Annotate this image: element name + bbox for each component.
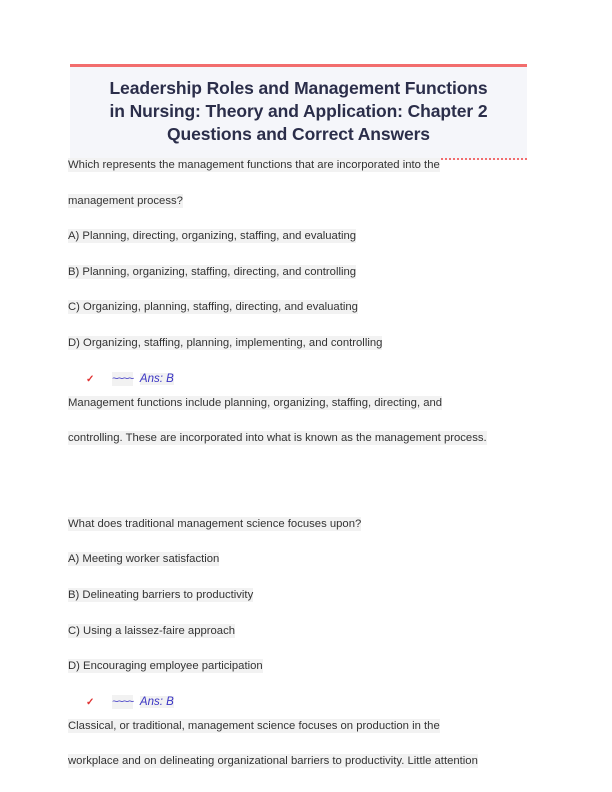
option-a[interactable] — [68, 229, 568, 265]
option-c[interactable] — [68, 300, 568, 336]
document-title-banner — [70, 64, 527, 160]
answer-line — [68, 372, 568, 396]
option-label: A) Planning, directing, organizing, staffing, and evaluating — [68, 230, 357, 243]
answer-label: Ans: B — [139, 372, 174, 385]
page-title — [74, 77, 523, 146]
question-stem-text: What does traditional management science focuses upon? — [68, 517, 362, 530]
explanation-line — [68, 754, 568, 790]
check-icon: ✓ — [86, 373, 95, 385]
check-icon: ✓ — [86, 696, 95, 708]
option-d[interactable] — [68, 336, 568, 372]
question-stem-line — [68, 517, 568, 553]
explanation-text: Classical, or traditional, management science focuses on production in the — [68, 719, 440, 732]
question-stem-line — [68, 194, 568, 230]
option-label: D) Encouraging employee participation — [68, 660, 263, 673]
question-block-2 — [68, 517, 568, 790]
title-line-2: in Nursing: Theory and Application: Chapter 2 — [109, 101, 488, 121]
option-label: A) Meeting worker satisfaction — [68, 553, 220, 566]
option-label: D) Organizing, staffing, planning, implementing, and controlling — [68, 336, 383, 349]
option-b[interactable] — [68, 265, 568, 301]
option-b[interactable] — [68, 588, 568, 624]
explanation-text: controlling. These are incorporated into what is known as the management process. — [68, 432, 487, 445]
question-stem-text: Which represents the management functions that are incorporated into the — [68, 159, 440, 171]
squiggle-marker: ~~~~ — [112, 695, 133, 708]
answer-line — [68, 695, 568, 719]
explanation-line — [68, 719, 568, 755]
title-line-1: Leadership Roles and Management Functions — [109, 78, 488, 98]
option-label: C) Organizing, planning, staffing, directing, and evaluating — [68, 301, 358, 314]
option-c[interactable] — [68, 624, 568, 660]
explanation-text: workplace and on delineating organizational barriers to productivity. Little attention — [68, 755, 478, 768]
explanation-line — [68, 396, 568, 432]
document-body — [68, 158, 568, 790]
question-block-1 — [68, 158, 568, 467]
title-line-3: Questions and Correct Answers — [167, 124, 430, 144]
option-d[interactable] — [68, 659, 568, 695]
explanation-line — [68, 431, 568, 467]
explanation-text: Management functions include planning, organizing, staffing, directing, and — [68, 396, 443, 409]
question-stem-line — [68, 158, 568, 194]
squiggle-marker: ~~~~ — [112, 372, 133, 385]
option-label: B) Delineating barriers to productivity — [68, 588, 254, 601]
question-stem-text: management process? — [68, 194, 183, 207]
option-label: C) Using a laissez-faire approach — [68, 624, 236, 637]
section-spacer — [68, 467, 568, 517]
answer-label: Ans: B — [139, 695, 174, 708]
option-a[interactable] — [68, 552, 568, 588]
option-label: B) Planning, organizing, staffing, directing, and controlling — [68, 265, 357, 278]
